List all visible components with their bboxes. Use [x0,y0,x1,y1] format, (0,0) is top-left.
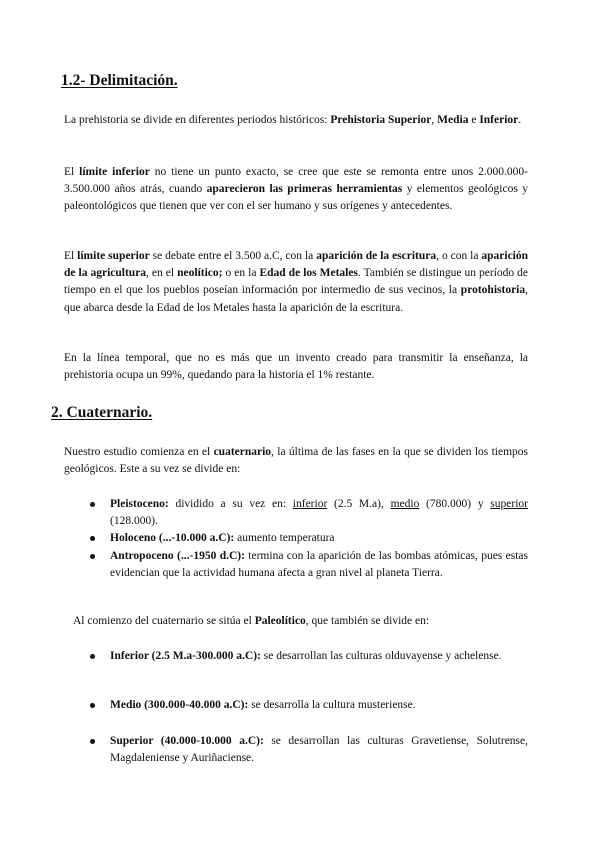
list-item: Medio (300.000-40.000 a.C): se desarrolla la cultura musteriense. [88,697,528,714]
section-heading-cuaternario: 2. Cuaternario. [51,404,153,421]
paragraph-linea-temporal: En la línea temporal, que no es más que un invento creado para transmitir la enseñanza, la prehistoria ocupa un 99%, quedando para la historia el 1% restante. [64,352,528,382]
paragraph-cuaternario: Nuestro estudio comienza en el cuaternario, la última de las fases en la que se dividen los tiempos geológicos. Este a su vez se divide en: [64,446,529,476]
list-item: Superior (40.000-10.000 a.C): se desarrollan las culturas Gravetiense, Solutrense, Magdaleniense y Auriñaciense. [88,733,528,767]
bullet-icon [90,502,95,507]
paragraph-periodos: La prehistoria se divide en diferentes periodos históricos: Prehistoria Superior, Media e Inferior. [64,114,522,126]
bullet-icon [90,554,95,559]
bullet-icon [90,703,95,708]
list-item: Antropoceno (...-1950 d.C): termina con la aparición de las bombas atómicas, pues estas evidencian que la actividad humana afecta a gran nivel al planeta Tierra. [88,548,528,582]
list-paleolitico-medio [88,697,528,714]
list-item: Inferior (2.5 M.a-300.000 a.C): se desarrollan las culturas olduvayense y achelense. [88,648,528,665]
bullet-icon [90,739,95,744]
list-item: Holoceno (...-10.000 a.C): aumento temperatura [88,530,528,547]
paragraph-limite-inferior: El límite inferior no tiene un punto exacto, se cree que este se remonta entre unos 2.000.000-3.500.000 años atrás, cuando aparecieron las primeras herramientas y elementos geológicos y paleontológicos que tienen que ver con el ser humano y sus orígenes y antecedentes. [64,166,528,213]
list-cuaternario [88,496,528,582]
paragraph-limite-superior: El límite superior se debate entre el 3.500 a.C, con la aparición de la escritura, o con la aparición de la agricultura, en el neolítico; o en la Edad de los Metales. También se distingue un período de tiempo en el que los pueblos poseían información por intermedio de sus vecinos, la protohistoria, que abarca desde la Edad de los Metales hasta la aparición de la escritura. [64,250,529,314]
list-paleolitico-superior [88,733,528,767]
list-paleolitico-inferior [88,648,528,665]
bullet-icon [90,654,95,659]
paragraph-paleolitico: Al comienzo del cuaternario se sitúa el Paleolítico, que también se divide en: [73,615,430,627]
bullet-icon [90,536,95,541]
section-heading-delimitacion: 1.2- Delimitación. [61,72,178,89]
list-item: Pleistoceno: dividido a su vez en: inferior (2.5 M.a), medio (780.000) y superior (128.000). [88,496,528,530]
